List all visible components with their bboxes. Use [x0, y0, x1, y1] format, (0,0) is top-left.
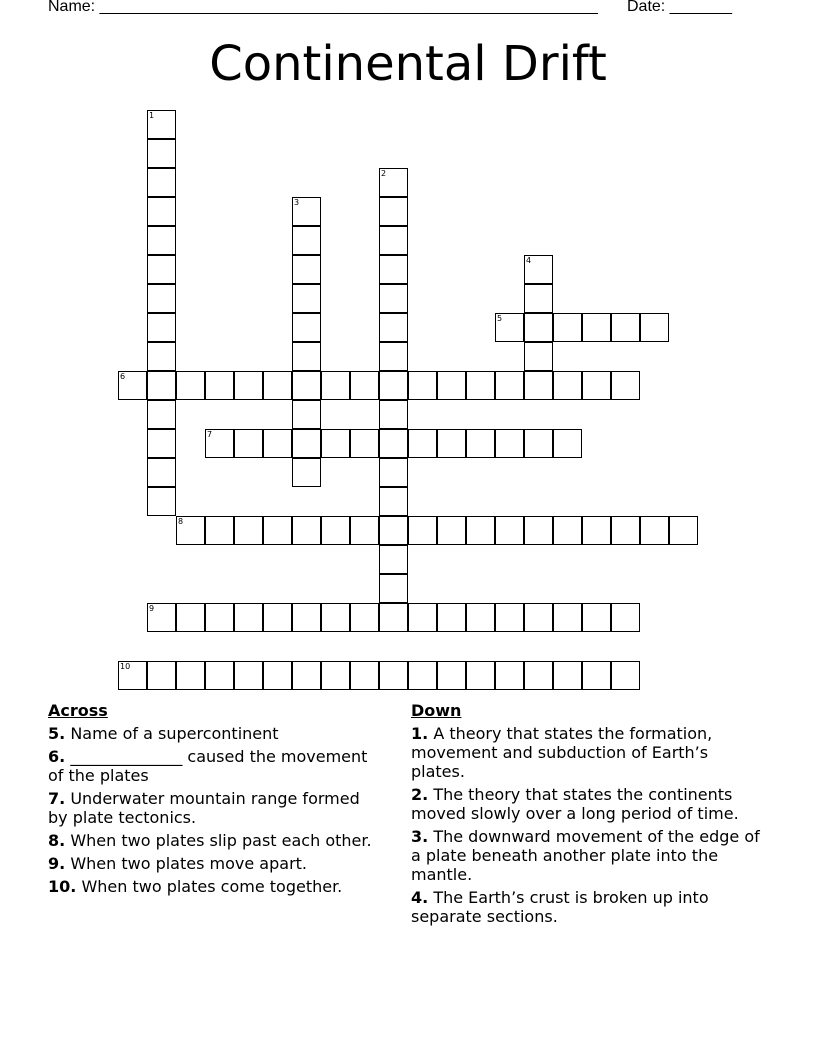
grid-cell[interactable]: [350, 603, 379, 632]
clue-number: 4.: [411, 888, 429, 907]
grid-cell[interactable]: [118, 661, 147, 690]
down-heading: Down: [411, 701, 462, 720]
grid-cell[interactable]: [147, 342, 176, 371]
grid-cell[interactable]: [147, 110, 176, 139]
grid-cell[interactable]: [176, 516, 205, 545]
grid-cell[interactable]: [176, 661, 205, 690]
grid-cell[interactable]: [408, 516, 437, 545]
clue-number-label: 7: [207, 430, 213, 439]
grid-cell[interactable]: [321, 371, 350, 400]
grid-cell[interactable]: [466, 603, 495, 632]
clue-number-label: 10: [120, 662, 131, 671]
clue-text: Underwater mountain range formed by plate tectonics.: [48, 789, 360, 827]
clue-number: 3.: [411, 827, 429, 846]
grid-cell[interactable]: [147, 487, 176, 516]
grid-cell[interactable]: [147, 603, 176, 632]
grid-cell[interactable]: [292, 255, 321, 284]
clue-across-7: [48, 789, 383, 827]
grid-cell[interactable]: [408, 371, 437, 400]
grid-cell[interactable]: [379, 603, 408, 632]
page-title: Continental Drift: [209, 36, 607, 92]
grid-cell[interactable]: [205, 429, 234, 458]
grid-cell[interactable]: [234, 661, 263, 690]
grid-cell[interactable]: [350, 661, 379, 690]
grid-cell[interactable]: [118, 371, 147, 400]
grid-cell[interactable]: [379, 487, 408, 516]
clue-number-label: 8: [178, 517, 184, 526]
grid-cell[interactable]: [205, 371, 234, 400]
grid-cell[interactable]: [379, 284, 408, 313]
grid-cell[interactable]: [234, 516, 263, 545]
grid-cell[interactable]: [292, 661, 321, 690]
grid-cell[interactable]: [379, 226, 408, 255]
grid-cell[interactable]: [379, 661, 408, 690]
clue-text: The Earth’s crust is broken up into separate sections.: [411, 888, 709, 926]
grid-cell[interactable]: [669, 516, 698, 545]
clue-text: When two plates move apart.: [70, 854, 307, 873]
grid-cell[interactable]: [147, 139, 176, 168]
grid-cell[interactable]: [524, 255, 553, 284]
grid-cell[interactable]: [437, 429, 466, 458]
clue-across-6: [48, 747, 383, 785]
clue-number: 5.: [48, 724, 66, 743]
grid-cell[interactable]: [466, 516, 495, 545]
grid-cell[interactable]: [379, 574, 408, 603]
grid-cell[interactable]: [292, 603, 321, 632]
grid-cell[interactable]: [147, 429, 176, 458]
grid-cell[interactable]: [147, 661, 176, 690]
grid-cell[interactable]: [408, 429, 437, 458]
grid-cell[interactable]: [524, 603, 553, 632]
grid-cell[interactable]: [350, 371, 379, 400]
grid-cell[interactable]: [611, 516, 640, 545]
grid-cell[interactable]: [466, 371, 495, 400]
grid-cell[interactable]: [524, 342, 553, 371]
clue-across-8: [48, 831, 383, 850]
grid-cell[interactable]: [437, 371, 466, 400]
grid-cell[interactable]: [553, 661, 582, 690]
clue-down-1: [411, 724, 761, 781]
grid-cell[interactable]: [205, 516, 234, 545]
clue-text: When two plates slip past each other.: [70, 831, 372, 850]
clue-number-label: 9: [149, 604, 155, 613]
grid-cell[interactable]: [553, 429, 582, 458]
grid-cell[interactable]: [292, 400, 321, 429]
grid-cell[interactable]: [147, 458, 176, 487]
clue-number-label: 5: [497, 314, 503, 323]
grid-cell[interactable]: [553, 313, 582, 342]
grid-cell[interactable]: [524, 313, 553, 342]
grid-cell[interactable]: [263, 603, 292, 632]
clue-across-5: [48, 724, 383, 743]
grid-cell[interactable]: [495, 661, 524, 690]
clue-number: 8.: [48, 831, 66, 850]
grid-cell[interactable]: [234, 603, 263, 632]
grid-cell[interactable]: [234, 429, 263, 458]
grid-cell[interactable]: [379, 371, 408, 400]
grid-cell[interactable]: [379, 458, 408, 487]
grid-cell[interactable]: [147, 255, 176, 284]
grid-cell[interactable]: [524, 516, 553, 545]
grid-cell[interactable]: [466, 661, 495, 690]
grid-cell[interactable]: [524, 661, 553, 690]
clue-number: 7.: [48, 789, 66, 808]
grid-cell[interactable]: [147, 197, 176, 226]
clue-number: 9.: [48, 854, 66, 873]
grid-cell[interactable]: [292, 429, 321, 458]
grid-cell[interactable]: [611, 603, 640, 632]
grid-cell[interactable]: [379, 400, 408, 429]
grid-cell[interactable]: [350, 516, 379, 545]
grid-cell[interactable]: [611, 661, 640, 690]
grid-cell[interactable]: [263, 516, 292, 545]
grid-cell[interactable]: [321, 661, 350, 690]
grid-cell[interactable]: [379, 168, 408, 197]
grid-cell[interactable]: [379, 342, 408, 371]
grid-cell[interactable]: [205, 661, 234, 690]
grid-cell[interactable]: [292, 458, 321, 487]
clue-number-label: 3: [294, 198, 300, 207]
grid-cell[interactable]: [582, 371, 611, 400]
clue-number-label: 1: [149, 111, 155, 120]
grid-cell[interactable]: [147, 168, 176, 197]
grid-cell[interactable]: [611, 313, 640, 342]
clue-text: The downward movement of the edge of a plate beneath another plate into the mantle.: [411, 827, 760, 884]
clue-number-label: 2: [381, 169, 387, 178]
clue-text: Name of a supercontinent: [70, 724, 279, 743]
grid-cell[interactable]: [321, 516, 350, 545]
clue-text: ______________ caused the movement of the plates: [48, 747, 368, 785]
grid-cell[interactable]: [553, 371, 582, 400]
grid-cell[interactable]: [379, 313, 408, 342]
grid-cell[interactable]: [292, 342, 321, 371]
down-clues: [411, 701, 761, 930]
grid-cell[interactable]: [147, 226, 176, 255]
clue-down-3: [411, 827, 761, 884]
grid-cell[interactable]: [292, 371, 321, 400]
grid-cell[interactable]: [205, 603, 234, 632]
grid-cell[interactable]: [321, 603, 350, 632]
grid-cell[interactable]: [263, 371, 292, 400]
grid-cell[interactable]: [147, 400, 176, 429]
grid-cell[interactable]: [437, 603, 466, 632]
grid-cell[interactable]: [292, 516, 321, 545]
grid-cell[interactable]: [437, 516, 466, 545]
grid-cell[interactable]: [321, 429, 350, 458]
clue-number: 1.: [411, 724, 429, 743]
grid-cell[interactable]: [176, 603, 205, 632]
grid-cell[interactable]: [379, 429, 408, 458]
grid-cell[interactable]: [582, 603, 611, 632]
grid-cell[interactable]: [524, 284, 553, 313]
grid-cell[interactable]: [379, 197, 408, 226]
grid-cell[interactable]: [495, 516, 524, 545]
grid-cell[interactable]: [553, 516, 582, 545]
name-field[interactable]: Name: ________________________________________________________: [48, 0, 598, 15]
clue-number-label: 6: [120, 372, 126, 381]
grid-cell[interactable]: [640, 313, 669, 342]
date-field[interactable]: Date: _______: [627, 0, 732, 15]
grid-cell[interactable]: [234, 371, 263, 400]
across-clues: [48, 701, 383, 900]
grid-cell[interactable]: [379, 516, 408, 545]
clue-down-4: [411, 888, 761, 926]
clue-across-9: [48, 854, 383, 873]
clue-text: A theory that states the formation, movement and subduction of Earth’s plates.: [411, 724, 713, 781]
clue-down-2: [411, 785, 761, 823]
grid-cell[interactable]: [466, 429, 495, 458]
grid-cell[interactable]: [582, 313, 611, 342]
grid-cell[interactable]: [292, 284, 321, 313]
clue-across-10: [48, 877, 383, 896]
across-heading: Across: [48, 701, 108, 720]
grid-cell[interactable]: [263, 429, 292, 458]
clue-text: The theory that states the continents moved slowly over a long period of time.: [411, 785, 739, 823]
grid-cell[interactable]: [379, 255, 408, 284]
grid-cell[interactable]: [263, 661, 292, 690]
clue-number: 10.: [48, 877, 77, 896]
grid-cell[interactable]: [495, 313, 524, 342]
grid-cell[interactable]: [495, 371, 524, 400]
grid-cell[interactable]: [611, 371, 640, 400]
grid-cell[interactable]: [379, 545, 408, 574]
grid-cell[interactable]: [176, 371, 205, 400]
grid-cell[interactable]: [553, 603, 582, 632]
grid-cell[interactable]: [292, 197, 321, 226]
grid-cell[interactable]: [408, 661, 437, 690]
grid-cell[interactable]: [582, 661, 611, 690]
grid-cell[interactable]: [350, 429, 379, 458]
grid-cell[interactable]: [147, 371, 176, 400]
grid-cell[interactable]: [408, 603, 437, 632]
grid-cell[interactable]: [524, 371, 553, 400]
grid-cell[interactable]: [640, 516, 669, 545]
grid-cell[interactable]: [437, 661, 466, 690]
grid-cell[interactable]: [495, 429, 524, 458]
clue-number: 6.: [48, 747, 66, 766]
grid-cell[interactable]: [495, 603, 524, 632]
grid-cell[interactable]: [524, 429, 553, 458]
grid-cell[interactable]: [292, 226, 321, 255]
clue-number: 2.: [411, 785, 429, 804]
clue-text: When two plates come together.: [81, 877, 343, 896]
grid-cell[interactable]: [292, 313, 321, 342]
clue-number-label: 4: [526, 256, 532, 265]
grid-cell[interactable]: [147, 313, 176, 342]
grid-cell[interactable]: [582, 516, 611, 545]
grid-cell[interactable]: [147, 284, 176, 313]
